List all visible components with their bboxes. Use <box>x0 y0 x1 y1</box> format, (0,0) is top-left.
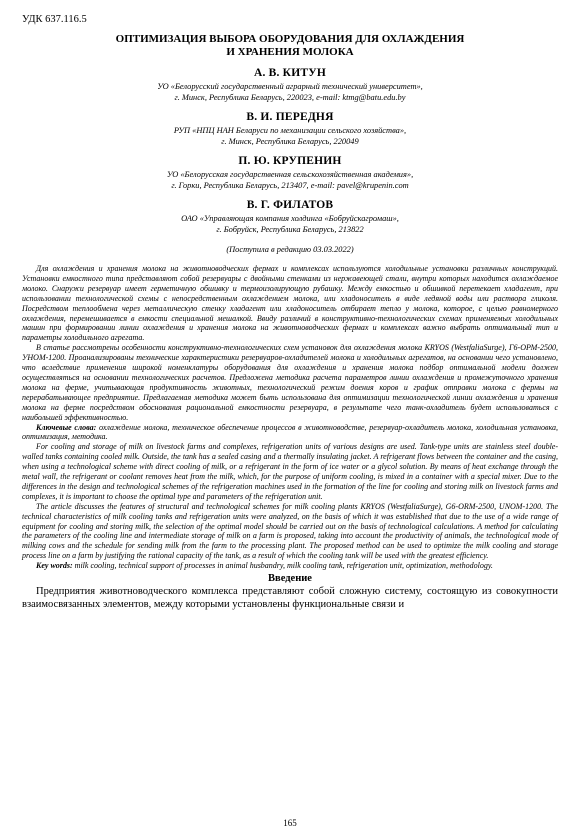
title-line-1: ОПТИМИЗАЦИЯ ВЫБОРА ОБОРУДОВАНИЯ ДЛЯ ОХЛАЖДЕНИЯ <box>115 33 465 45</box>
abstract-ru-paragraph-2: В статье рассмотрены особенности конструктивно-технологических схем установок для охлаждения молока KRYOS (WestfaliaSurge), Г6-ОРМ-2500, УНОМ-1200. Проанализированы технические характеристики резервуаров-охладителей молока и холодильных агрегатов, на основании чего установлено, что вследствие применения широкой номенклатуры оборудования для охлаждения и хранения молока подбор оптимальной модели должен осуществляться на основании технологических расчетов. Предложена методика расчета параметров линии охлаждения и промежуточного хранения молока на ферме, учитывающая продуктивность животных, технологический режим доения коров и график отправки молока с фермы на перерабатывающее предприятие. Предлагаемая методика может быть использована для оптимизации технологической линии охлаждения и хранения молока на ферме посредством обоснования рациональной емкостности резервуара, в результате чего танк-охладитель будет использоваться с наибольшей эффективностью. <box>22 343 558 422</box>
intro-paragraph: Предприятия животноводческого комплекса представляют собой сложную систему, состоящую из совокупности взаимосвязанных элементов, между которыми установлены функциональные связи и <box>22 586 558 611</box>
author-name: А. В. КИТУН <box>253 67 326 79</box>
author-name: В. И. ПЕРЕДНЯ <box>246 111 334 123</box>
author-block-4 <box>22 199 558 235</box>
author-affiliation <box>22 126 558 147</box>
author-block-1 <box>22 67 558 103</box>
affiliation-line: г. Минск, Республика Беларусь, 220049 <box>221 136 359 146</box>
author-name: В. Г. ФИЛАТОВ <box>246 199 334 211</box>
udc-code: УДК 637.116.5 <box>22 14 87 25</box>
author-affiliation <box>22 170 558 191</box>
author-name: П. Ю. КРУПЕНИН <box>238 155 342 167</box>
author-affiliation <box>22 214 558 235</box>
affiliation-line: ОАО «Управляющая компания холдинга «Бобруйскагромаш», <box>181 214 399 223</box>
section-title-introduction: Введение <box>268 573 312 585</box>
affiliation-line: РУП «НПЦ НАН Беларуси по механизации сельского хозяйства», <box>173 126 407 135</box>
keywords-en-text: milk cooling, technical support of processes in animal husbandry, milk cooling tank, refrigeration unit, optimization, methodology. <box>72 561 493 571</box>
keywords-ru-label: Ключевые слова: <box>36 422 97 432</box>
affiliation-line: УО «Белорусский государственный аграрный технический университет», <box>157 82 423 91</box>
author-affiliation <box>22 82 558 103</box>
title-line-2: И ХРАНЕНИЯ МОЛОКА <box>226 46 354 58</box>
keywords-ru <box>22 423 558 443</box>
affiliation-line: г. Бобруйск, Республика Беларусь, 213822 <box>216 224 364 234</box>
keywords-en <box>22 561 558 571</box>
abstract-ru-paragraph-1: Для охлаждения и хранения молока на животноводческих фермах и комплексах используются холодильные установки различных конструкций. Установки емкостного типа представляют собой резервуары с двойными стенками из нержавеющей стали, внутри которых находится охлаждаемое молоко. Снаружи резервуар имеет герметичную обшивку и термоизолирующую рубашку. Между емкостью и обшивкой перетекает хладагент, при использовании технологической схемы с непосредственным охлаждением молока, или хладоноситель в виде ледяной воды или раствора гликоля. Посредством теплообмена через металлическую стенку хладагент или хладоноситель отбирает тепло у молока, которое, с целью равномерного охлаждения, перемешивается в емкости специальной мешалкой. Ввиду различий в конструктивно-технологических схемах применяемых холодильных машин при формировании линии охлаждения и хранения молока на животноводческих фермах и комплексах важно выбрать оптимальный тип и параметры холодильного агрегата. <box>22 264 558 343</box>
author-block-3 <box>22 155 558 191</box>
affiliation-line: г. Горки, Республика Беларусь, 213407, e-mail: pavel@krupenin.com <box>171 180 409 190</box>
received-date: (Поступила в редакцию 03.03.2022) <box>226 245 354 254</box>
page-number: 165 <box>283 818 297 828</box>
abstract-en-paragraph-2: The article discusses the features of structural and technological schemes for milk cooling plants KRYOS (WestfaliaSurge), G6-ORM-2500, UNOM-1200. The technical characteristics of milk cooling tanks and refrigeration units were analyzed, on the basis of which it was established that due to the use of a wide range of equipment for cooling and storing milk, the selection of the optimal model should be carried out on the basis of technological calculations. A method for calculating the parameters of the cooling line and intermediate storage of milk on a farm is proposed, taking into account the productivity of animals, the technological mode of milking cows and the schedule for sending milk from the farm to the processing plant. The proposed method can be used to optimize the milk cooling and storage process line on a farm by justifying the rational capacity of the tank, as a result of which the cooling tank will be used with the greatest efficiency. <box>22 501 558 561</box>
author-block-2 <box>22 111 558 147</box>
affiliation-line: г. Минск, Республика Беларусь, 220023, e-mail: ktmg@batu.edu.by <box>174 92 406 102</box>
article-title <box>22 33 558 59</box>
keywords-ru-text: охлаждение молока, техническое обеспечение процессов в животноводстве, резервуар-охладитель молока, холодильная установка, оптимизация, методика. <box>22 422 558 442</box>
abstract-en-paragraph-1: For cooling and storage of milk on livestock farms and complexes, refrigeration units of various designs are used. Tank-type units are stainless steel double-walled tanks containing cooled milk. Outside, the tank has a sealed casing and a thermally insulating jacket. A refrigerant flows between the container and the casing, when using a technological scheme with direct cooling of milk, or a refrigerant in the form of ice water or a glycol solution. By means of heat exchange through the metal wall, the refrigerant or coolant removes heat from the milk, which, for the purpose of uniform cooling, is mixed in a container with a special mixer. Due to the differences in the design and technological schemes of the refrigeration machines used in the formation of the line for cooling and storing milk on livestock farms and complexes, it is important to choose the optimal type and parameters of the refrigeration unit. <box>22 442 558 501</box>
affiliation-line: УО «Белорусская государственная сельскохозяйственная академия», <box>166 170 414 179</box>
keywords-en-label: Key words: <box>36 561 73 571</box>
